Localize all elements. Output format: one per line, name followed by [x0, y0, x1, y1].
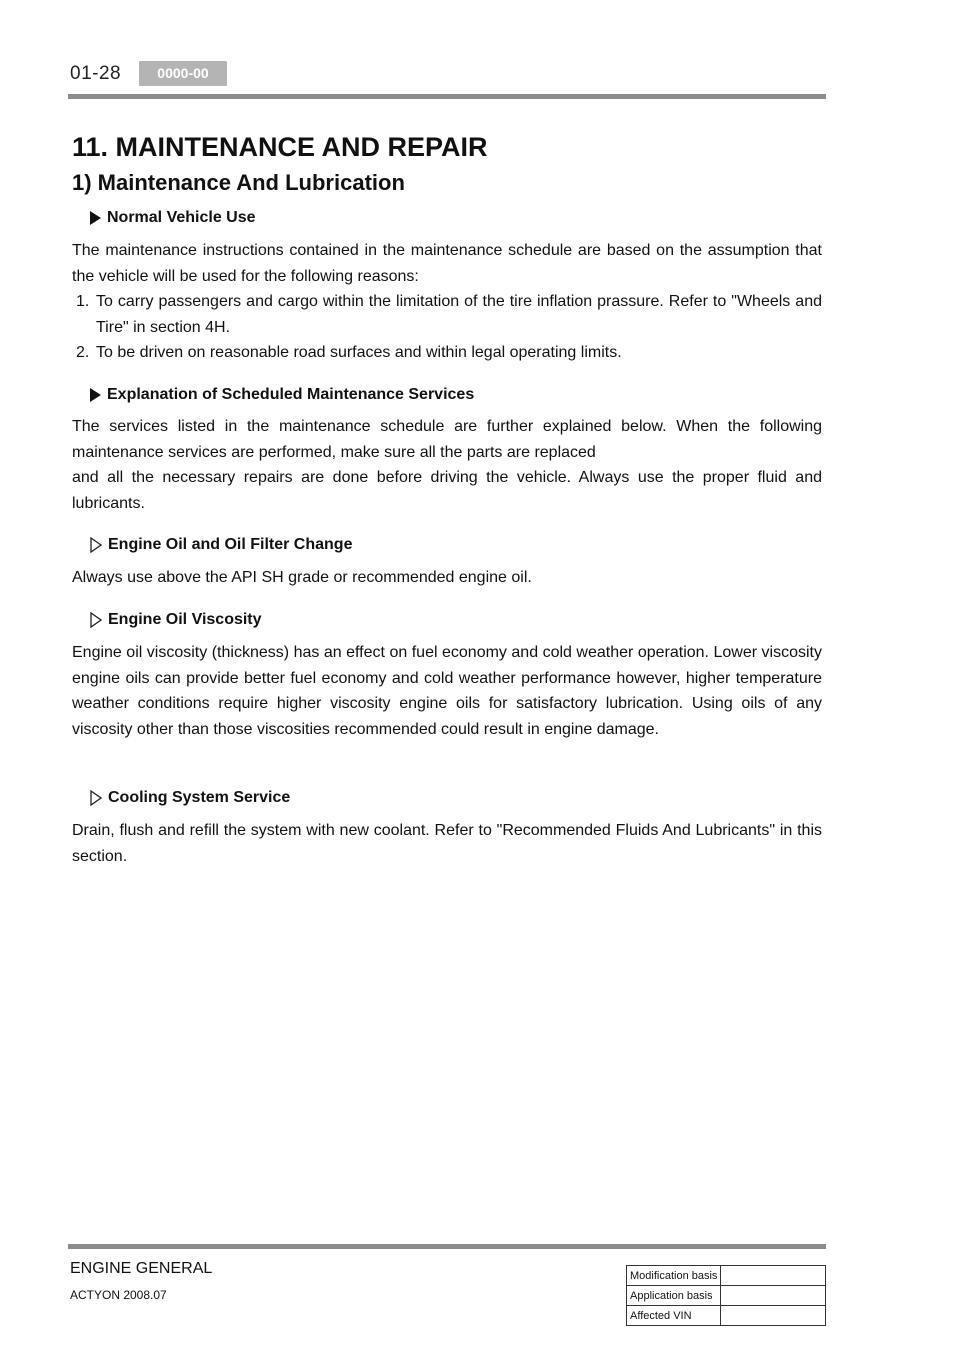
basis-label: Modification basis — [627, 1266, 721, 1286]
cooling-text: Drain, flush and refill the system with new coolant. Refer to "Recommended Fluids And Lubricants" in this section. — [72, 822, 822, 865]
normal-use-list — [76, 289, 822, 366]
basis-value — [721, 1306, 826, 1326]
oil-change-text: Always use above the API SH grade or recommended engine oil. — [72, 569, 532, 586]
footer-rule — [68, 1244, 826, 1249]
list-item-number: 2. — [76, 344, 90, 361]
outline-triangle-icon — [90, 612, 102, 628]
list-item — [76, 340, 822, 366]
page-number: 01-28 — [70, 63, 122, 84]
play-triangle-icon — [90, 211, 101, 225]
basis-value — [721, 1286, 826, 1306]
topic-heading: Engine Oil Viscosity — [108, 611, 262, 628]
explanation-line-1: The services listed in the maintenance schedule are further explained below. When the following maintenance services are performed, make sure all the parts are replaced — [72, 418, 822, 461]
table-row — [627, 1306, 826, 1326]
section-title: 11. MAINTENANCE AND REPAIR — [72, 132, 488, 162]
list-item-text: To be driven on reasonable road surfaces and within legal operating limits. — [96, 344, 622, 361]
play-triangle-icon — [90, 388, 101, 402]
topic-explanation — [90, 386, 474, 404]
basis-table — [626, 1265, 826, 1326]
footer-title: ENGINE GENERAL — [70, 1260, 213, 1277]
topic-normal-vehicle-use — [90, 209, 256, 227]
table-row — [627, 1286, 826, 1306]
viscosity-text: Engine oil viscosity (thickness) has an effect on fuel economy and cold weather operation. Lower viscosity engine oils can provide better fuel economy and cold weather performance however, higher temperature weather conditions require higher viscosity engine oils for satisfactory lubrication. Using oils of any viscosity other than those viscosities recommended could result in engine damage. — [72, 644, 822, 738]
topic-heading: Engine Oil and Oil Filter Change — [108, 536, 353, 553]
header-rule — [68, 94, 826, 99]
footer-model: ACTYON 2008.07 — [70, 1288, 167, 1302]
basis-label: Affected VIN — [627, 1306, 721, 1326]
outline-triangle-icon — [90, 790, 102, 806]
topic-heading: Normal Vehicle Use — [107, 209, 256, 226]
subsection-title: 1) Maintenance And Lubrication — [72, 170, 405, 195]
explanation-line-2: and all the necessary repairs are done before driving the vehicle. Always use the proper fluid and lubricants. — [72, 469, 822, 512]
list-item-number: 1. — [76, 293, 90, 310]
code-badge: 0000-00 — [139, 61, 227, 86]
outline-triangle-icon — [90, 537, 102, 553]
topic-heading: Cooling System Service — [108, 789, 291, 806]
topic-cooling — [90, 789, 290, 807]
list-item-text: To carry passengers and cargo within the limitation of the tire inflation prassure. Refer to "Wheels and Tire" in section 4H. — [96, 293, 822, 336]
table-row — [627, 1266, 826, 1286]
topic-viscosity — [90, 611, 262, 629]
topic-oil-change — [90, 536, 352, 554]
list-item — [76, 289, 822, 340]
basis-label: Application basis — [627, 1286, 721, 1306]
normal-use-intro: The maintenance instructions contained in the maintenance schedule are based on the assumption that the vehicle will be used for the following reasons: — [72, 242, 822, 285]
basis-value — [721, 1266, 826, 1286]
topic-heading: Explanation of Scheduled Maintenance Services — [107, 386, 475, 403]
